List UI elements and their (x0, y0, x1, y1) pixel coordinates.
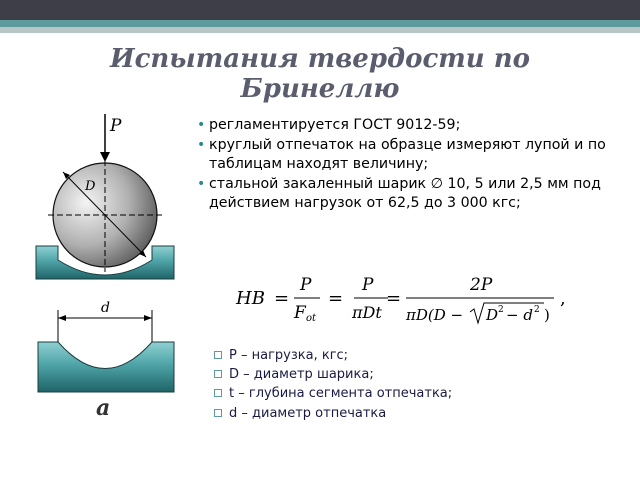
formula-comma: , (560, 288, 566, 309)
bullet-ball: • стальной закаленный шарик ∅ 10, 5 или 2,5 мм под действием нагрузок от 62,5 до 3 000 кгс; (197, 175, 617, 214)
formula-frac3-den-e: 2 (534, 305, 540, 315)
formula-frac2-den: πDt (352, 303, 382, 322)
formula-frac1-den-sub: ot (306, 313, 317, 324)
formula-frac3-den-f: ) (544, 306, 550, 324)
bullet-imprint: • круглый отпечаток на образце измеряют лупой и по таблицам находят величину; (197, 136, 617, 175)
formula-frac3-den-a: πD(D − (406, 306, 464, 324)
feature-list (197, 116, 617, 214)
variable-legend (214, 346, 614, 423)
specimen-bottom (38, 342, 174, 392)
imprint-arrow-left (58, 315, 66, 321)
legend-ball-diameter: D – диаметр шарика; (214, 365, 614, 384)
ball-diameter-label: D (85, 179, 96, 194)
formula-eq-1: = (274, 288, 290, 309)
formula-eq-2: = (328, 288, 344, 309)
figure-caption: a (96, 395, 111, 421)
legend-segment-depth: t – глубина сегмента отпечатка; (214, 384, 614, 403)
slide-title: Испытания твердости по Бринеллю (110, 44, 530, 104)
formula-frac3-den-c: 2 (498, 305, 504, 315)
imprint-diameter-label: d (101, 300, 110, 316)
formula-frac1-num: P (300, 275, 312, 295)
formula-frac1-den: F (294, 303, 306, 323)
legend-imprint-diameter: d – диаметр отпечатка (214, 404, 614, 423)
formula-frac3-den-b: D (486, 306, 499, 324)
load-label: P (110, 116, 122, 136)
imprint-arrow-right (144, 315, 152, 321)
formula-frac2-num: P (362, 275, 374, 295)
formula-eq-3: = (386, 288, 402, 309)
hardness-formula (232, 268, 572, 328)
bullet-gost: • регламентируется ГОСТ 9012-59; (197, 116, 617, 136)
formula-frac3-num: 2P (470, 275, 493, 295)
formula-frac3-den-d: − d (506, 306, 533, 324)
formula-lhs: HB (236, 288, 265, 309)
legend-load: P – нагрузка, кгс; (214, 346, 614, 365)
